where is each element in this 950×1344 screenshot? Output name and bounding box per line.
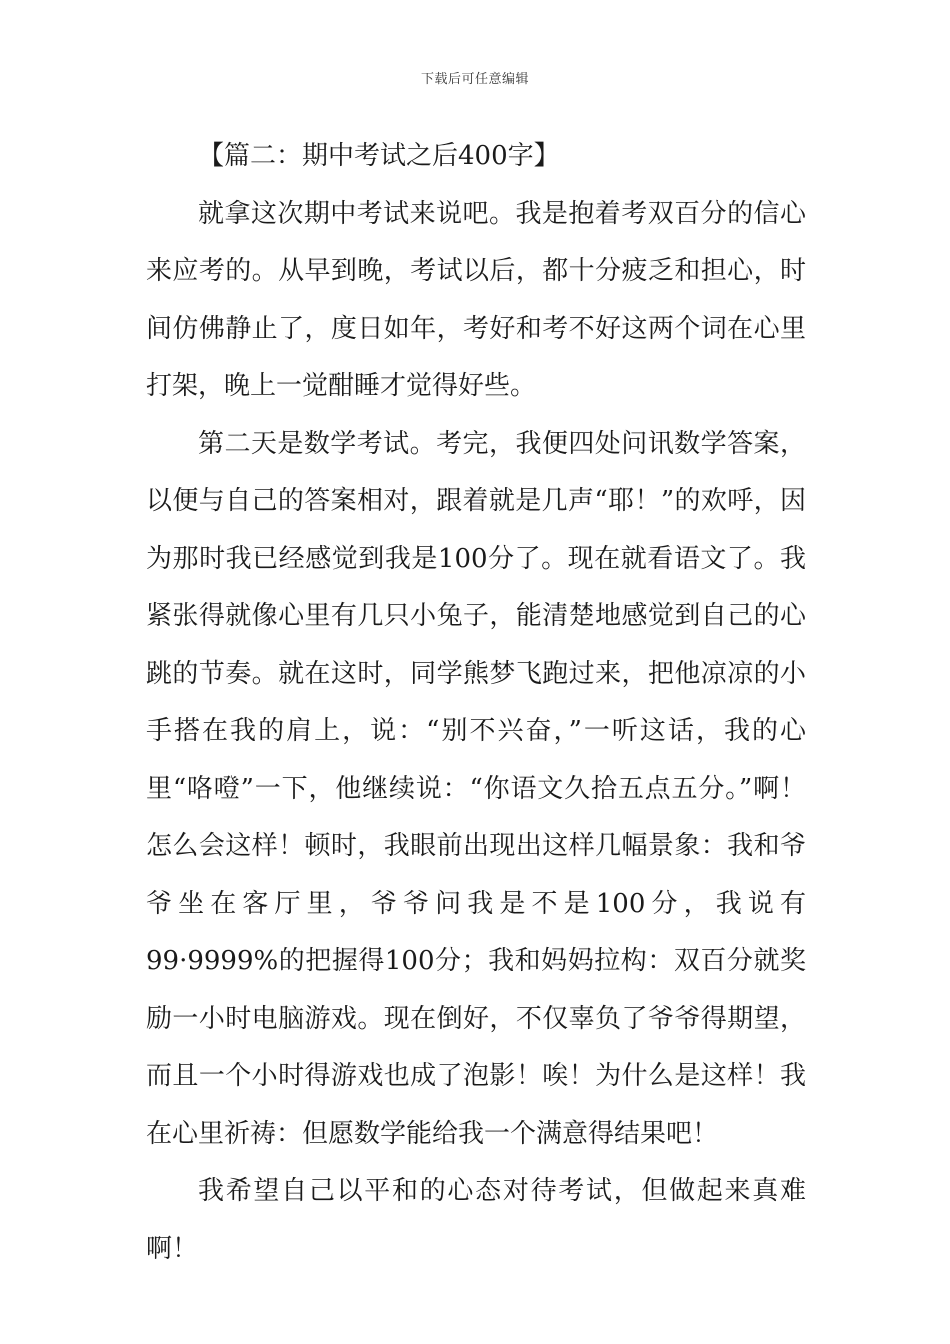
- page-header-note: 下载后可任意编辑: [420, 72, 529, 87]
- article-body: [146, 128, 806, 1278]
- article-title: 【篇二：期中考试之后400字】: [198, 141, 560, 171]
- paragraph-2: 第二天是数学考试。考完，我便四处问讯数学答案，以便与自己的答案相对，跟着就是几声“耶！”的欢呼，因为那时我已经感觉到我是100分了。现在就看语文了。我紧张得就像心里有几只小兔子，能清楚地感觉到自己的心跳的节奏。就在这时，同学熊梦飞跑过来，把他凉凉的小手搭在我的肩上，说：“别不兴奋，”一听这话，我的心里“咯噔”一下，他继续说：“你语文久拾五点五分。”啊！怎么会这样！顿时，我眼前出现出这样几幅景象：我和爷爷坐在客厅里，爷爷问我是不是100分，我说有99·9999%的把握得100分；我和妈妈拉构：双百分就奖励一小时电脑游戏。现在倒好，不仅辜负了爷爷得期望，而且一个小时得游戏也成了泡影！唉！为什么是这样！我在心里祈祷：但愿数学能给我一个满意得结果吧！: [146, 428, 806, 1149]
- paragraph-1: 就拿这次期中考试来说吧。我是抱着考双百分的信心来应考的。从早到晚，考试以后，都十分疲乏和担心，时间仿佛静止了，度日如年，考好和考不好这两个词在心里打架，晚上一觉酣睡才觉得好些。: [146, 198, 806, 401]
- paragraph-3: 我希望自己以平和的心态对待考试，但做起来真难啊！: [146, 1176, 806, 1264]
